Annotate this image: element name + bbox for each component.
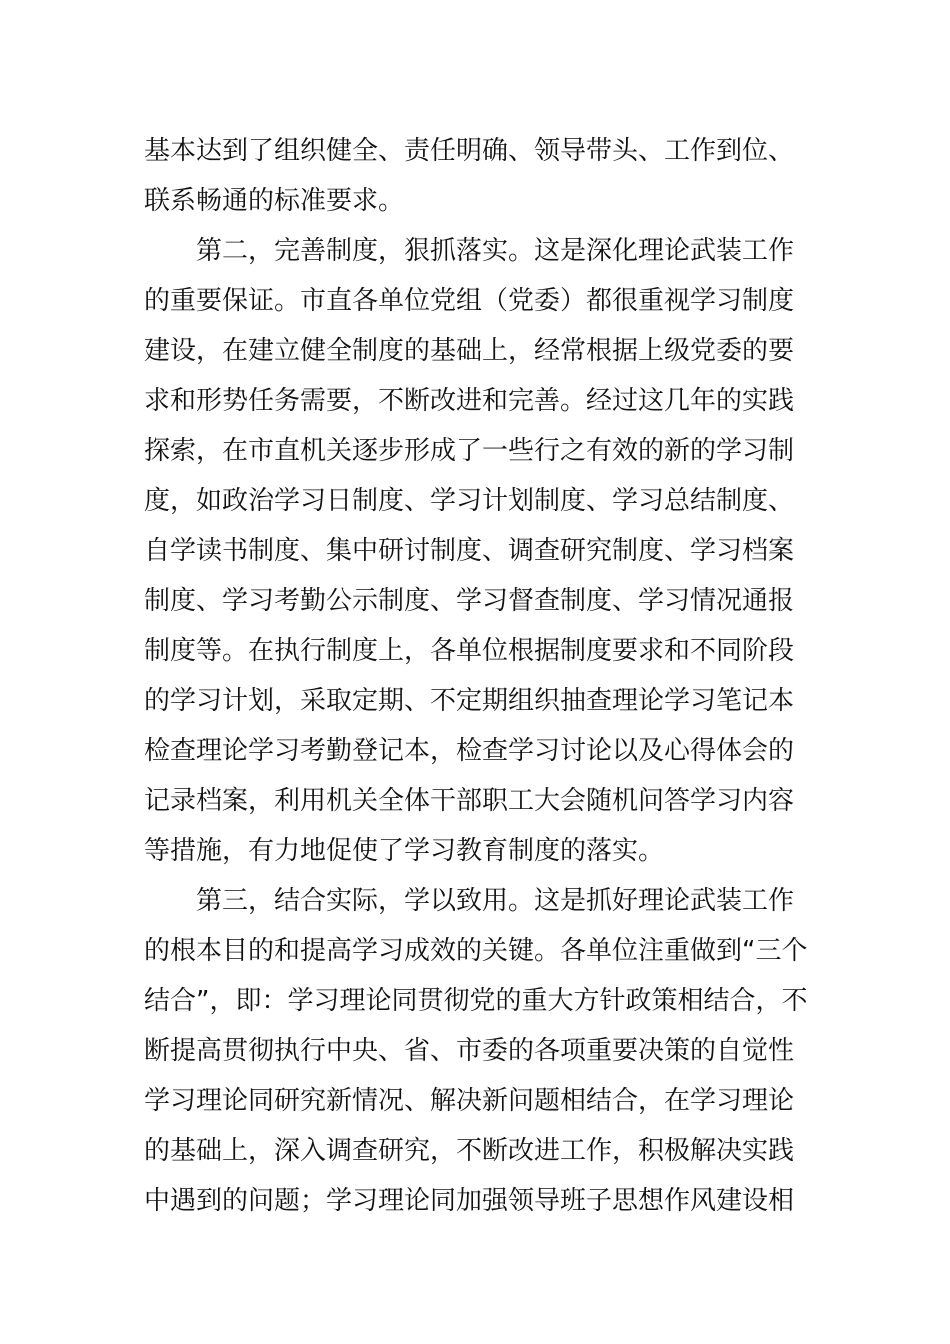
- text-line: 的根本目的和提高学习成效的关键。各单位注重做到“三个: [144, 936, 808, 966]
- text-line: 的学习计划，采取定期、不定期组织抽查理论学习笔记本: [144, 686, 795, 716]
- text-line: 度，如政治学习日制度、学习计划制度、学习总结制度、: [144, 486, 795, 516]
- text-line: 探索，在市直机关逐步形成了一些行之有效的新的学习制: [144, 436, 795, 466]
- text-line: 学习理论同研究新情况、解决新问题相结合，在学习理论: [144, 1086, 795, 1116]
- text-line: 建设，在建立健全制度的基础上，经常根据上级党委的要: [144, 336, 795, 366]
- text-line: 记录档案，利用机关全体干部职工大会随机问答学习内容: [144, 786, 795, 816]
- text-line: 制度等。在执行制度上，各单位根据制度要求和不同阶段: [144, 636, 795, 666]
- document-body: [144, 126, 808, 1226]
- paragraph-start-line: 第三，结合实际，学以致用。这是抓好理论武装工作: [196, 886, 795, 916]
- text-line: 制度、学习考勤公示制度、学习督查制度、学习情况通报: [144, 586, 795, 616]
- text-line: 自学读书制度、集中研讨制度、调查研究制度、学习档案: [144, 536, 795, 566]
- text-line: 中遇到的问题；学习理论同加强领导班子思想作风建设相: [144, 1186, 795, 1216]
- text-line: 断提高贯彻执行中央、省、市委的各项重要决策的自觉性: [144, 1036, 795, 1066]
- text-line: 等措施，有力地促使了学习教育制度的落实。: [144, 836, 665, 866]
- text-line: 检查理论学习考勤登记本，检查学习讨论以及心得体会的: [144, 736, 795, 766]
- text-line: 基本达到了组织健全、责任明确、领导带头、工作到位、: [144, 136, 795, 166]
- text-line: 结合”，即：学习理论同贯彻党的重大方针政策相结合，不: [144, 986, 808, 1016]
- text-line: 的基础上，深入调查研究，不断改进工作，积极解决实践: [144, 1136, 795, 1166]
- text-line: 的重要保证。市直各单位党组（党委）都很重视学习制度: [144, 286, 795, 316]
- text-line: 求和形势任务需要，不断改进和完善。经过这几年的实践: [144, 386, 795, 416]
- text-line: 联系畅通的标准要求。: [144, 186, 405, 216]
- paragraph-start-line: 第二，完善制度，狠抓落实。这是深化理论武装工作: [196, 236, 795, 266]
